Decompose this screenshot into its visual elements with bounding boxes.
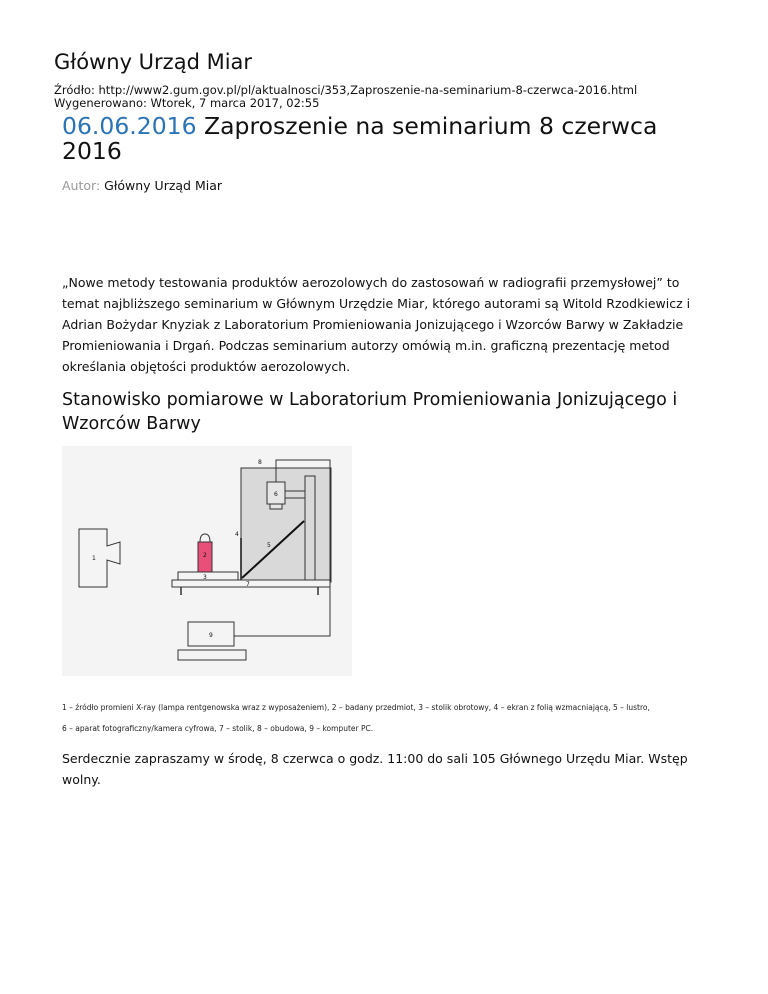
article-intro: „Nowe metody testowania produktów aerozolowych do zastosowań w radiografii przemysłowej” to temat najbliższego seminarium w Głównym Urzędzie Miar, którego autorami są Witold Rzodkiewicz i Adrian Bożydar Knyziak z Laboratorium Promieniowania Jonizującego i Wzorców Barwy w Zakładzie Promieniowania i Drgań. Podczas seminarium autorzy omówią m.in. graficzną prezentację metod określania objętości produktów aerozolowych. bbox=[62, 275, 691, 374]
housing-column bbox=[305, 476, 315, 580]
table-top bbox=[172, 580, 330, 587]
diagram-caption bbox=[62, 697, 722, 739]
article-date: 06.06.2016 bbox=[62, 112, 197, 140]
label-5: 5 bbox=[267, 542, 271, 549]
setup-diagram-svg bbox=[62, 446, 352, 676]
label-8: 8 bbox=[258, 459, 262, 466]
article-title: Zaproszenie na seminarium 8 czerwca 2016 bbox=[62, 112, 658, 165]
label-4: 4 bbox=[235, 531, 239, 538]
source-url: Źródło: http://www2.gum.gov.pl/pl/aktualnosci/353,Zaproszenie-na-seminarium-8-czerwca-2016.html bbox=[54, 83, 638, 97]
caption-line-1: 1 – źródło promieni X-ray (lampa rentgenowska wraz z wyposażeniem), 2 – badany przedmiot, 3 – stolik obrotowy, 4 – ekran z folią wzmacniającą, 5 – lustro, bbox=[62, 703, 650, 712]
label-6: 6 bbox=[274, 491, 278, 498]
tested-object-cap bbox=[200, 534, 210, 542]
section-heading: Stanowisko pomiarowe w Laboratorium Promieniowania Jonizującego i Wzorców Barwy bbox=[62, 390, 678, 434]
label-2: 2 bbox=[203, 552, 207, 559]
camera-lens bbox=[270, 504, 282, 509]
article-author bbox=[62, 178, 222, 193]
computer-cable bbox=[234, 580, 330, 636]
housing-body bbox=[241, 468, 331, 582]
caption-line-2: 6 – aparat fotograficzny/kamera cyfrowa, 7 – stolik, 8 – obudowa, 9 – komputer PC. bbox=[62, 724, 374, 733]
rotating-stand bbox=[178, 572, 238, 580]
computer-keyboard bbox=[178, 650, 246, 660]
xray-source bbox=[79, 529, 120, 587]
label-7: 7 bbox=[246, 581, 250, 588]
article-outro: Serdecznie zapraszamy w środę, 8 czerwca o godz. 11:00 do sali 105 Głównego Urzędu Miar. Wstęp wolny. bbox=[62, 751, 688, 787]
article-headline bbox=[62, 114, 702, 164]
document-meta bbox=[54, 84, 637, 110]
label-3: 3 bbox=[203, 574, 207, 581]
site-title: Główny Urząd Miar bbox=[54, 50, 253, 74]
author-name: Główny Urząd Miar bbox=[104, 178, 223, 193]
label-1: 1 bbox=[92, 555, 96, 562]
label-9: 9 bbox=[209, 632, 213, 639]
author-label: Autor: bbox=[62, 178, 101, 193]
setup-diagram bbox=[62, 446, 352, 676]
generated-timestamp: Wygenerowano: Wtorek, 7 marca 2017, 02:55 bbox=[54, 96, 320, 110]
